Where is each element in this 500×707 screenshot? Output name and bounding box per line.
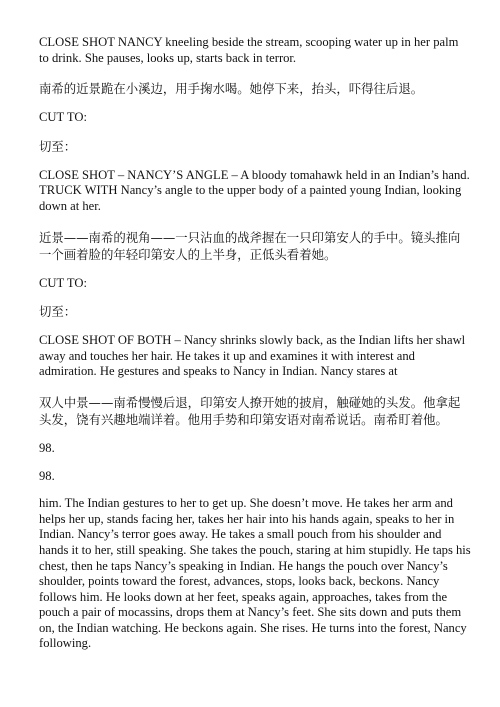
paragraph-en-close-shot-nancy: CLOSE SHOT NANCY kneeling beside the stream, scooping water up in her palm to drink. She pauses, looks up, starts back in terror. [39,35,459,65]
document-page [39,35,471,666]
paragraph-en-continuation: him. The Indian gestures to her to get up. She doesn’t move. He takes her arm and helps her up, stands facing her, takes her hair into his hands again, speaks to her in Indian. Nancy’s terror goes away. He takes a small pouch from his shoulder and hands it to her, still speaking. She takes the pouch, staring at him stupidly. He taps his chest, then he taps Nancy’s speaking in Indian. He hangs the pouch over Nancy’s shoulder, points toward the forest, advances, stops, looks back, beckons. Nancy follows him. He looks down at her feet, speaks again, approaches, takes from the pouch a pair of mocassins, drops them at Nancy’s feet. She sits down and puts them on, the Indian watching. He beckons again. She rises. He turns into the forest, Nancy following. [39,496,471,651]
paragraph-en-close-shot-both: CLOSE SHOT OF BOTH – Nancy shrinks slowly back, as the Indian lifts her shawl away and touches her hair. He takes it up and examines it with interest and admiration. He gestures and speaks to Nancy in Indian. Nancy stares at [39,333,466,379]
paragraph-zh-cut-to-2: 切至： [39,304,77,320]
paragraph-en-nancys-angle: CLOSE SHOT – NANCY’S ANGLE – A bloody tomahawk held in an Indian’s hand. TRUCK WITH Nancy’s angle to the upper body of a painted young Indian, looking down at her. [39,167,470,213]
paragraph-zh-close-shot-nancy: 南希的近景跪在小溪边，用手掬水喝。她停下来，抬头，吓得往后退。 [39,81,424,97]
paragraph-en-cut-to-2: CUT TO: [39,275,87,290]
page-number: 98. [39,468,55,483]
paragraph-en-cut-to-1: CUT TO: [39,110,87,125]
paragraph-zh-nancys-angle: 近景——南希的视角——一只沾血的战斧握在一只印第安人的手中。镜头推向一个画着脸的年轻印第安人的上半身，正低头看着她。 [39,229,461,262]
page-number: 98. [39,440,55,455]
paragraph-zh-cut-to-1: 切至： [39,138,77,154]
paragraph-zh-close-shot-both: 双人中景——南希慢慢后退，印第安人撩开她的披肩，触碰她的头发。他拿起头发，饶有兴趣地端详着。他用手势和印第安语对南希说话。南希盯着他。 [39,394,461,427]
